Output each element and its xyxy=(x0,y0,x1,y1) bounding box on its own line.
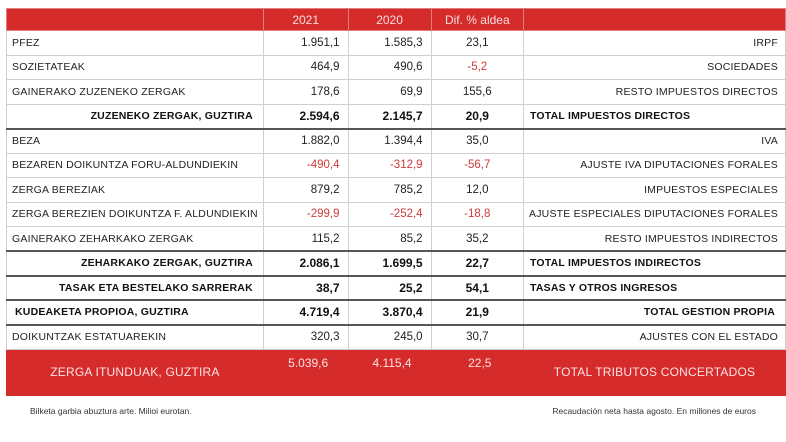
grand-total-2021: 5.039,6 xyxy=(263,349,348,395)
header-blank-right xyxy=(524,9,786,31)
value-2021: -490,4 xyxy=(263,153,348,178)
row-label-eu: ZERGA BEREZIEN DOIKUNTZA F. ALDUNDIEKIN xyxy=(7,202,264,227)
grand-total-label-es: TOTAL TRIBUTOS CONCERTADOS xyxy=(524,349,786,395)
value-2020: 69,9 xyxy=(348,80,431,105)
value-2021: 38,7 xyxy=(263,276,348,301)
value-2021: -299,9 xyxy=(263,202,348,227)
value-diff: 20,9 xyxy=(431,104,523,129)
value-2021: 2.086,1 xyxy=(263,251,348,276)
table-row xyxy=(7,55,786,80)
value-2021: 879,2 xyxy=(263,178,348,203)
table-row xyxy=(7,178,786,203)
row-label-eu: ZUZENEKO ZERGAK, GUZTIRA xyxy=(7,104,264,129)
tax-revenue-table xyxy=(6,8,786,396)
grand-total-row xyxy=(7,349,786,395)
row-label-eu: KUDEAKETA PROPIOA, GUZTIRA xyxy=(7,300,264,325)
value-2021: 115,2 xyxy=(263,227,348,252)
row-label-es: TOTAL IMPUESTOS INDIRECTOS xyxy=(524,251,786,276)
row-label-es: AJUSTES CON EL ESTADO xyxy=(524,325,786,350)
total-row-fees xyxy=(7,276,786,301)
grand-total-label-eu: ZERGA ITUNDUAK, GUZTIRA xyxy=(7,349,264,395)
header-year-2021: 2021 xyxy=(263,9,348,31)
table-row xyxy=(7,153,786,178)
value-2021: 4.719,4 xyxy=(263,300,348,325)
row-label-es: RESTO IMPUESTOS INDIRECTOS xyxy=(524,227,786,252)
table-row xyxy=(7,129,786,154)
table-row xyxy=(7,202,786,227)
footnote-basque: Bilketa garbia abuztura arte. Milioi eurotan. xyxy=(30,406,192,416)
total-row-indirect xyxy=(7,251,786,276)
table-row xyxy=(7,227,786,252)
row-label-eu: SOZIETATEAK xyxy=(7,55,264,80)
value-2020: 3.870,4 xyxy=(348,300,431,325)
value-diff: -56,7 xyxy=(431,153,523,178)
grand-total-2020: 4.115,4 xyxy=(348,349,431,395)
row-label-es: TOTAL IMPUESTOS DIRECTOS xyxy=(524,104,786,129)
total-row-direct xyxy=(7,104,786,129)
value-2020: -312,9 xyxy=(348,153,431,178)
value-diff: -18,8 xyxy=(431,202,523,227)
row-label-eu: GAINERAKO ZEHARKAKO ZERGAK xyxy=(7,227,264,252)
value-2020: 25,2 xyxy=(348,276,431,301)
total-row-own-management xyxy=(7,300,786,325)
value-2021: 2.594,6 xyxy=(263,104,348,129)
value-2020: 1.699,5 xyxy=(348,251,431,276)
row-label-eu: GAINERAKO ZUZENEKO ZERGAK xyxy=(7,80,264,105)
value-diff: 54,1 xyxy=(431,276,523,301)
row-label-eu: ZERGA BEREZIAK xyxy=(7,178,264,203)
value-2020: 1.585,3 xyxy=(348,31,431,56)
header-year-2020: 2020 xyxy=(348,9,431,31)
row-label-es: TOTAL GESTION PROPIA xyxy=(524,300,786,325)
header-diff: Dif. % aldea xyxy=(431,9,523,31)
row-label-es: SOCIEDADES xyxy=(524,55,786,80)
value-2020: 490,6 xyxy=(348,55,431,80)
row-label-es: IRPF xyxy=(524,31,786,56)
value-diff: 35,2 xyxy=(431,227,523,252)
row-label-es: IMPUESTOS ESPECIALES xyxy=(524,178,786,203)
value-2020: 785,2 xyxy=(348,178,431,203)
row-label-es: RESTO IMPUESTOS DIRECTOS xyxy=(524,80,786,105)
row-label-eu: TASAK ETA BESTELAKO SARRERAK xyxy=(7,276,264,301)
table-row xyxy=(7,80,786,105)
value-diff: 23,1 xyxy=(431,31,523,56)
row-label-es: IVA xyxy=(524,129,786,154)
row-label-eu: PFEZ xyxy=(7,31,264,56)
value-2020: 2.145,7 xyxy=(348,104,431,129)
value-diff: 21,9 xyxy=(431,300,523,325)
value-2020: 245,0 xyxy=(348,325,431,350)
row-label-eu: ZEHARKAKO ZERGAK, GUZTIRA xyxy=(7,251,264,276)
table-row xyxy=(7,31,786,56)
value-diff: 22,7 xyxy=(431,251,523,276)
value-diff: -5,2 xyxy=(431,55,523,80)
value-diff: 35,0 xyxy=(431,129,523,154)
value-2020: 1.394,4 xyxy=(348,129,431,154)
value-2021: 464,9 xyxy=(263,55,348,80)
row-label-es: TASAS Y OTROS INGRESOS xyxy=(524,276,786,301)
value-diff: 30,7 xyxy=(431,325,523,350)
value-2021: 178,6 xyxy=(263,80,348,105)
value-diff: 155,6 xyxy=(431,80,523,105)
header-blank-left xyxy=(7,9,264,31)
value-2021: 320,3 xyxy=(263,325,348,350)
header-row xyxy=(7,9,786,31)
grand-total-diff: 22,5 xyxy=(431,349,523,395)
row-label-es: AJUSTE ESPECIALES DIPUTACIONES FORALES xyxy=(524,202,786,227)
value-2021: 1.882,0 xyxy=(263,129,348,154)
row-label-eu: DOIKUNTZAK ESTATUAREKIN xyxy=(7,325,264,350)
row-label-es: AJUSTE IVA DIPUTACIONES FORALES xyxy=(524,153,786,178)
value-diff: 12,0 xyxy=(431,178,523,203)
row-label-eu: BEZA xyxy=(7,129,264,154)
row-label-eu: BEZAREN DOIKUNTZA FORU-ALDUNDIEKIN xyxy=(7,153,264,178)
table-row xyxy=(7,325,786,350)
value-2020: -252,4 xyxy=(348,202,431,227)
value-2020: 85,2 xyxy=(348,227,431,252)
value-2021: 1.951,1 xyxy=(263,31,348,56)
footnote-spanish: Recaudación neta hasta agosto. En millones de euros xyxy=(552,406,756,416)
